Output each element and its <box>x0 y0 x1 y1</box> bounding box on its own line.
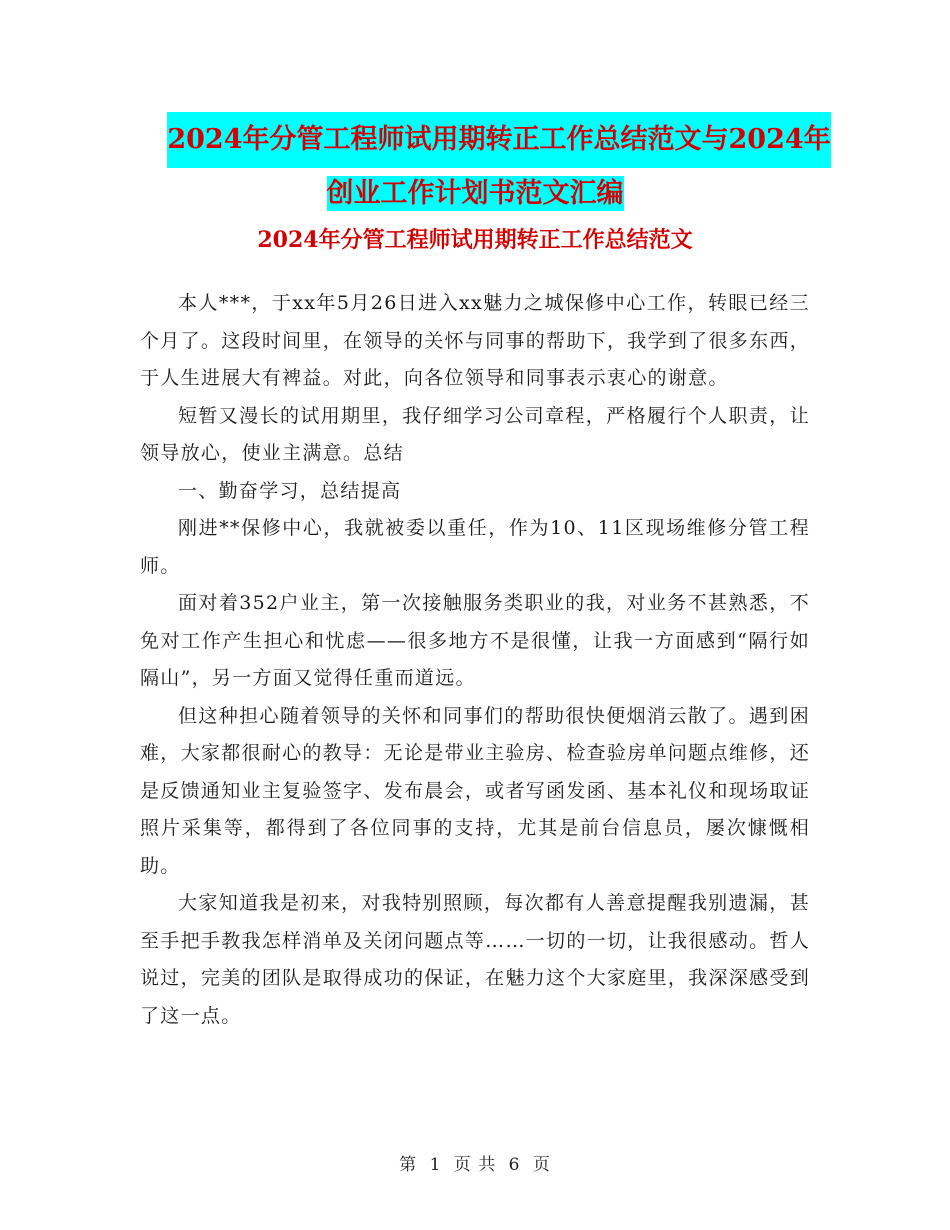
paragraph: 大家知道我是初来，对我特别照顾，每次都有人善意提醒我别遗漏，甚至手把手教我怎样消单及关闭问题点等……一切的一切，让我很感动。哲人说过，完美的团队是取得成功的保证，在魅力这个大家庭里，我深深感受到了这一点。 <box>140 892 810 1027</box>
paragraph: 面对着352户业主，第一次接触服务类职业的我，对业务不甚熟悉，不免对工作产生担心和忧虑——很多地方不是很懂，让我一方面感到“隔行如隔山”，另一方面又觉得任重而道远。 <box>140 592 810 689</box>
footer-prefix: 第 <box>399 1155 418 1175</box>
paragraph: 本人***，于xx年5月26日进入xx魅力之城保修中心工作，转眼已经三个月了。这段时间里，在领导的关怀与同事的帮助下，我学到了很多东西，于人生进展大有裨益。对此，向各位领导和同事表示衷心的谢意。 <box>140 292 810 389</box>
document-body <box>140 285 810 1035</box>
footer-total-pages: 6 <box>508 1155 521 1175</box>
footer-suffix: 页 <box>532 1155 551 1175</box>
paragraph: 刚进**保修中心，我就被委以重任，作为10、11区现场维修分管工程师。 <box>140 517 810 577</box>
page-footer <box>0 1150 950 1175</box>
footer-middle: 页 共 <box>453 1155 497 1175</box>
document-title <box>0 112 950 220</box>
paragraph: 一、勤奋学习，总结提高 <box>178 479 402 502</box>
paragraph: 短暂又漫长的试用期里，我仔细学习公司章程，严格履行个人职责，让领导放心，使业主满意。总结 <box>140 404 810 464</box>
footer-page-number: 1 <box>429 1155 442 1175</box>
paragraph: 但这种担心随着领导的关怀和同事们的帮助很快便烟消云散了。遇到困难，大家都很耐心的教导：无论是带业主验房、检查验房单问题点维修，还是反馈通知业主复验签字、发布晨会，或者写函发函、基本礼仪和现场取证照片采集等，都得到了各位同事的支持，尤其是前台信息员，屡次慷慨相助。 <box>140 704 810 877</box>
document-title-line2: 创业工作计划书范文汇编 <box>326 178 624 209</box>
section-title: 2024年分管工程师试用期转正工作总结范文 <box>257 227 693 253</box>
document-title-line1: 2024年分管工程师试用期转正工作总结范文与2024年 <box>167 112 830 168</box>
